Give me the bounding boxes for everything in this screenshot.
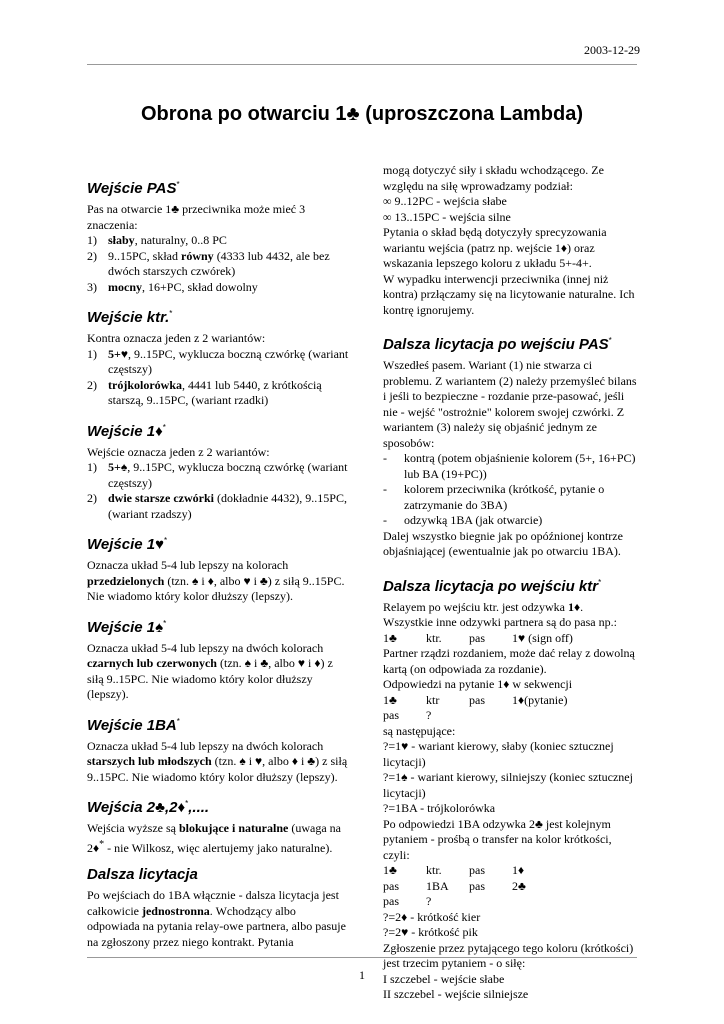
section-heading: Wejście ktr.* <box>87 309 173 326</box>
section-intro: Wejście oznacza jeden z 2 wariantów: <box>87 444 270 459</box>
bidding-row: pas ? <box>383 894 432 908</box>
paragraph: Partner rządzi rozdaniem, może dać relay z dowolną kartą (on odpowiada za rozdanie). <box>383 646 635 676</box>
section-text: Po wejściach do 1BA włącznie - dalsza licytacja jest całkowicie jednostronna. Wchodzący albo odpowiada na pytania relay-owe partnera, albo pasuje na zgłoszony przez niego kontrakt. Pytania <box>87 888 346 949</box>
section-text: Wejścia wyższe są blokujące i naturalne (uwaga na 2♦* - nie Wilkosz, więc alertujemy jako naturalne). <box>87 821 341 855</box>
section-2level <box>87 795 349 856</box>
section-after-pas <box>383 332 641 560</box>
answer-line: ?=2♦ - krótkość kier <box>383 909 481 924</box>
bidding-row: 1♣ ktr pas 1♦(pytanie) <box>383 692 568 707</box>
list-item: 2) dwie starsze czwórki (dokładnie 4432), 9..15PC, (wariant rzadszy) <box>87 491 347 521</box>
left-column <box>87 160 349 950</box>
paragraph: Odpowiedzi na pytanie 1♦ w sekwencji <box>383 677 573 691</box>
bidding-row: 1♣ ktr. pas 1♦ <box>383 863 525 877</box>
section-pas <box>87 176 349 295</box>
paragraph: Wszystkie inne odzywki partnera są do pasa np.: <box>383 615 617 629</box>
bidding-row: pas ? <box>383 708 432 722</box>
page-date: 2003-12-29 <box>584 43 640 57</box>
answer-line: ?=2♥ - krótkość pik <box>383 925 478 939</box>
list-item: 2) 9..15PC, skład równy (4333 lub 4432, ale bez dwóch starszych czwórek) <box>87 248 330 278</box>
section-after-ktr <box>383 574 641 1003</box>
list-item: - odzywką 1BA (jak otwarcie) <box>383 513 543 527</box>
section-1nt <box>87 713 349 786</box>
paragraph: W wypadku interwencji przeciwnika (innej niż kontra) przłączamy się na licytowanie naturalne. Ich kontrę ignorujemy. <box>383 271 635 317</box>
list-item: - kolorem przeciwnika (krótkość, pytanie o zatrzymanie do 3BA) <box>383 482 605 512</box>
paragraph: są następujące: <box>383 723 456 738</box>
answer-line: ?=1♥ - wariant kierowy, słaby (koniec sztucznej licytacji) <box>383 739 614 769</box>
answer-line: II szczebel - wejście silniejsze <box>383 987 529 1001</box>
header-rule <box>87 64 637 65</box>
section-text: Oznacza układ 5-4 lub lepszy na kolorach przedzielonych (tzn. ♠ i ♦, albo ♥ i ♣) z siłą 9..15PC. Nie wiadomo który kolor dłuższy (lepszy). <box>87 558 345 603</box>
section-text: Oznacza układ 5-4 lub lepszy na dwóch kolorach czarnych lub czerwonych (tzn. ♠ i ♣, albo ♥ i ♦) z siłą 9..15PC. Nie wiadomo który kolor dłuższy (lepszy). <box>87 640 333 701</box>
section-1s <box>87 615 349 703</box>
right-column <box>383 163 641 1003</box>
paragraph: Pytania o skład będą dotyczyły sprecyzowania wariantu wejścia (patrz np. wejście 1♦) oraz wskazania lepszego koloru z układu 5+-4+. <box>383 225 607 270</box>
list-item: 3) mocny, 16+PC, skład dowolny <box>87 279 258 294</box>
section-heading: Wejście PAS* <box>87 180 180 197</box>
section-ktr <box>87 305 349 409</box>
section-1d <box>87 419 349 523</box>
answer-line: ?=1BA - trójkolorówka <box>383 801 496 815</box>
section-heading: Wejście 1BA* <box>87 716 180 734</box>
continued-text: mogą dotyczyć siły i składu wchodzącego. Ze względu na siłę wprowadzamy podział: <box>383 163 604 193</box>
section-heading: Dalsza licytacja po wejściu PAS* <box>383 336 612 353</box>
section-heading: Dalsza licytacja <box>87 866 198 883</box>
section-heading: Wejście 1♠* <box>87 618 167 636</box>
section-dalsza <box>87 866 349 950</box>
bidding-row: pas 1BA pas 2♣ <box>383 878 526 893</box>
section-intro: Pas na otwarcie 1♣ przeciwnika może mieć 3 znaczenia: <box>87 202 306 232</box>
paragraph: Po odpowiedzi 1BA odzywka 2♣ jest kolejnym pytaniem - prośbą o transfer na kolor krótkości, czyli: <box>383 816 612 862</box>
section-text: Wszedłeś pasem. Wariant (1) nie stwarza ci problemu. Z wariantem (2) należy przemyśleć bilans i jeśli to bezpieczne - rozdanie prze-pasować, jeśli nie - wejść "ostrożnie" kolorem swojej czwórki. Z wariantem (3) należy się objaśnić jednym ze sposobów: <box>383 358 637 450</box>
answer-line: I szczebel - wejście słabe <box>383 971 505 986</box>
bidding-row: 1♣ ktr. pas 1♥ (sign off) <box>383 630 573 645</box>
list-item: 1) 5+♠, 9..15PC, wyklucza boczną czwórkę (wariant częstszy) <box>87 460 348 490</box>
section-heading: Wejście 1♦* <box>87 422 166 440</box>
list-item: - kontrą (potem objaśnienie kolorem (5+, 16+PC) lub BA (19+PC)) <box>383 451 636 481</box>
page-number: 1 <box>359 968 365 982</box>
section-text: Oznacza układ 5-4 lub lepszy na dwóch kolorach starszych lub młodszych (tzn. ♠ i ♥, albo ♦ i ♣) z siłą 9..15PC. Nie wiadomo który kolor dłuższy (lepszy). <box>87 738 348 784</box>
answer-line: ?=1♠ - wariant kierowy, silniejszy (koniec sztucznej licytacji) <box>383 770 633 800</box>
section-heading: Wejście 1♥* <box>87 536 168 553</box>
paragraph: Dalej wszystko biegnie jak po opóźnionej kontrze objaśniającej (ewentualnie jak po otwarciu 1BA). <box>383 528 623 558</box>
section-1h <box>87 532 349 605</box>
footer-rule <box>87 957 637 958</box>
list-item: 1) słaby, naturalny, 0..8 PC <box>87 233 227 247</box>
section-heading: Wejścia 2♣,2♦*,.... <box>87 799 210 816</box>
strength-weak: ∞ 9..12PC - wejścia słabe <box>383 194 507 208</box>
paragraph: Zgłoszenie przez pytającego tego koloru (krótkości) jest trzecim pytaniem - o siłę: <box>383 940 634 970</box>
list-item: 1) 5+♥, 9..15PC, wyklucza boczną czwórkę (wariant częstszy) <box>87 346 349 376</box>
section-heading: Dalsza licytacja po wejściu ktr* <box>383 577 602 595</box>
list-item: 2) trójkolorówka, 4441 lub 5440, z krótkością starszą, 9..15PC, (wariant rzadki) <box>87 377 322 407</box>
section-intro: Kontra oznacza jeden z 2 wariantów: <box>87 331 266 345</box>
document-title: Obrona po otwarciu 1♣ (uproszczona Lambda) <box>140 103 584 125</box>
strength-strong: ∞ 13..15PC - wejścia silne <box>383 209 511 224</box>
paragraph: Relayem po wejściu ktr. jest odzywka 1♦. <box>383 599 584 614</box>
